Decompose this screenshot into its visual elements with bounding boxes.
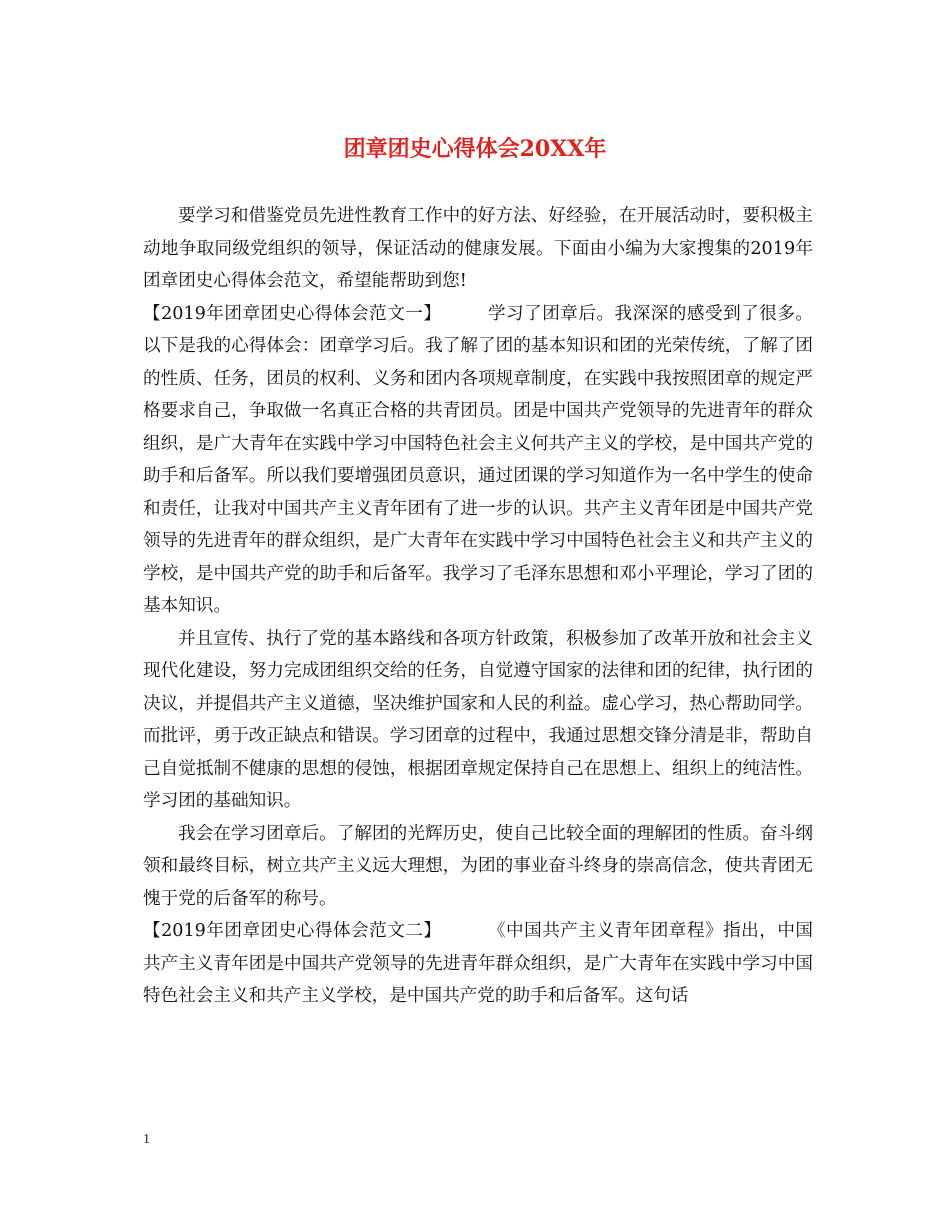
- intro-paragraph: [143, 200, 813, 298]
- document-title: 团章团史心得体会20XX年: [343, 136, 607, 162]
- essay-two-text: 《中国共产主义青年团章程》指出，中国共产主义青年团是中国共产党领导的先进青年群众组织，是广大青年在实践中学习中国特色社会主义和共产主义学校，是中国共产党的助手和后备军。这句话: [143, 921, 813, 1006]
- essay-two-paragraph: [143, 915, 813, 1013]
- essay-one-text: 学习了团章后。我深深的感受到了很多。以下是我的心得体会：团章学习后。我了解了团的基本知识和团的光荣传统，了解了团的性质、任务，团员的权利、义务和团内各项规章制度，在实践中我按照团章的规定严格要求自己，争取做一名真正合格的共青团员。团是中国共产党领导的先进青年的群众组织，是广大青年在实践中学习中国特色社会主义何共产主义的学校，是中国共产党的助手和后备军。所以我们要增强团员意识，通过团课的学习知道作为一名中学生的使命和责任，让我对中国共产主义青年团有了进一步的认识。共产主义青年团是中国共产党领导的先进青年的群众组织，是广大青年在实践中学习中国特色社会主义和共产主义的学校，是中国共产党的助手和后备军。我学习了毛泽东思想和邓小平理论，学习了团的基本知识。: [143, 303, 813, 616]
- paragraph-2-text: 并且宣传、执行了党的基本路线和各项方针政策，积极参加了改革开放和社会主义现代化建设，努力完成团组织交给的任务，自觉遵守国家的法律和团的纪律，执行团的决议，并提倡共产主义道德，坚决维护国家和人民的利益。虚心学习，热心帮助同学。而批评，勇于改正缺点和错误。学习团章的过程中，我通过思想交锋分清是非，帮助自己自觉抵制不健康的思想的侵蚀，根据团章规定保持自己在思想上、组织上的纯洁性。学习团的基础知识。: [143, 628, 813, 811]
- essay-one-paragraph: [143, 298, 813, 623]
- page-number: 1: [143, 1132, 150, 1147]
- document-body: [143, 200, 813, 1013]
- paragraph-3: [143, 818, 813, 916]
- essay-two-heading: 【2019年团章团史心得体会范文二】: [143, 921, 442, 941]
- intro-text: 要学习和借鉴党员先进性教育工作中的好方法、好经验，在开展活动时，要积极主动地争取同级党组织的领导，保证活动的健康发展。下面由小编为大家搜集的2019年团章团史心得体会范文，希望能帮助到您!: [143, 206, 813, 291]
- essay-one-heading: 【2019年团章团史心得体会范文一】: [143, 303, 442, 324]
- paragraph-2: [143, 623, 813, 818]
- paragraph-3-text: 我会在学习团章后。了解团的光辉历史，使自己比较全面的理解团的性质。奋斗纲领和最终目标，树立共产主义远大理想，为团的事业奋斗终身的崇高信念，使共青团无愧于党的后备军的称号。: [143, 823, 813, 909]
